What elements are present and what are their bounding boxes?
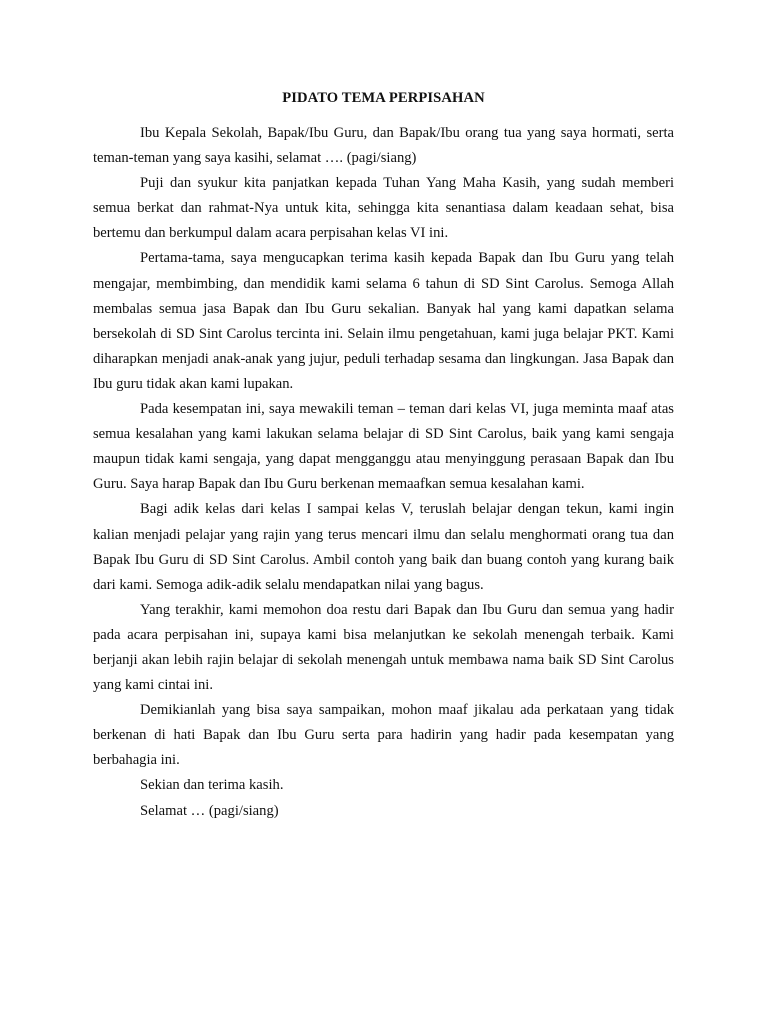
paragraph-thanks-teachers: Pertama-tama, saya mengucapkan terima kasih kepada Bapak dan Ibu Guru yang telah mengajar, membimbing, dan mendidik kami selama 6 tahun di SD Sint Carolus. Semoga Allah membalas semua jasa Bapak dan Ibu Guru sekalian. Banyak hal yang kami dapatkan selama bersekolah di SD Sint Carolus tercinta ini. Selain ilmu pengetahuan, kami juga belajar PKT. Kami diharapkan menjadi anak-anak yang jujur, peduli terhadap sesama dan lingkungan. Jasa Bapak dan Ibu guru tidak akan kami lupakan. (93, 250, 674, 392)
paragraph-apology: Pada kesempatan ini, saya mewakili teman – teman dari kelas VI, juga meminta maaf atas semua kesalahan yang kami lakukan selama belajar di SD Sint Carolus, baik yang kami sengaja maupun tidak kami sengaja, yang dapat mengganggu atau menyinggung perasaan Bapak dan Ibu Guru. Saya harap Bapak dan Ibu Guru berkenan memaafkan semua kesalahan kami. (93, 401, 674, 493)
closing-greeting: Selamat … (pagi/siang) (140, 802, 279, 819)
paragraph-gratitude: Puji dan syukur kita panjatkan kepada Tuhan Yang Maha Kasih, yang sudah memberi semua berkat dan rahmat-Nya untuk kita, sehingga kita senantiasa dalam keadaan sehat, bisa bertemu dan berkumpul dalam acara perpisahan kelas VI ini. (93, 175, 674, 242)
paragraph-blessing: Yang terakhir, kami memohon doa restu dari Bapak dan Ibu Guru dan semua yang hadir pada acara perpisahan ini, supaya kami bisa melanjutkan ke sekolah menengah terbaik. Kami berjanji akan lebih rajin belajar di sekolah menengah untuk membawa nama baik SD Sint Carolus yang kami cintai ini. (93, 601, 674, 694)
document-body (93, 87, 674, 824)
paragraph-juniors: Bagi adik kelas dari kelas I sampai kelas V, teruslah belajar dengan tekun, kami ingin kalian menjadi pelajar yang rajin yang terus mencari ilmu dan selalu menghormati orang tua dan Bapak Ibu Guru di SD Sint Carolus. Ambil contoh yang baik dan buang contoh yang kurang baik dari kami. Semoga adik-adik selalu mendapatkan nilai yang bagus. (93, 501, 674, 593)
closing-thanks: Sekian dan terima kasih. (140, 777, 284, 794)
document-title: PIDATO TEMA PERPISAHAN (282, 90, 485, 106)
paragraph-greeting: Ibu Kepala Sekolah, Bapak/Ibu Guru, dan Bapak/Ibu orang tua yang saya hormati, serta teman-teman yang saya kasihi, selamat …. (pagi/siang) (93, 125, 674, 167)
paragraph-conclusion: Demikianlah yang bisa saya sampaikan, mohon maaf jikalau ada perkataan yang tidak berkenan di hati Bapak dan Ibu Guru serta para hadirin yang hadir pada kesempatan yang berbahagia ini. (93, 702, 674, 769)
